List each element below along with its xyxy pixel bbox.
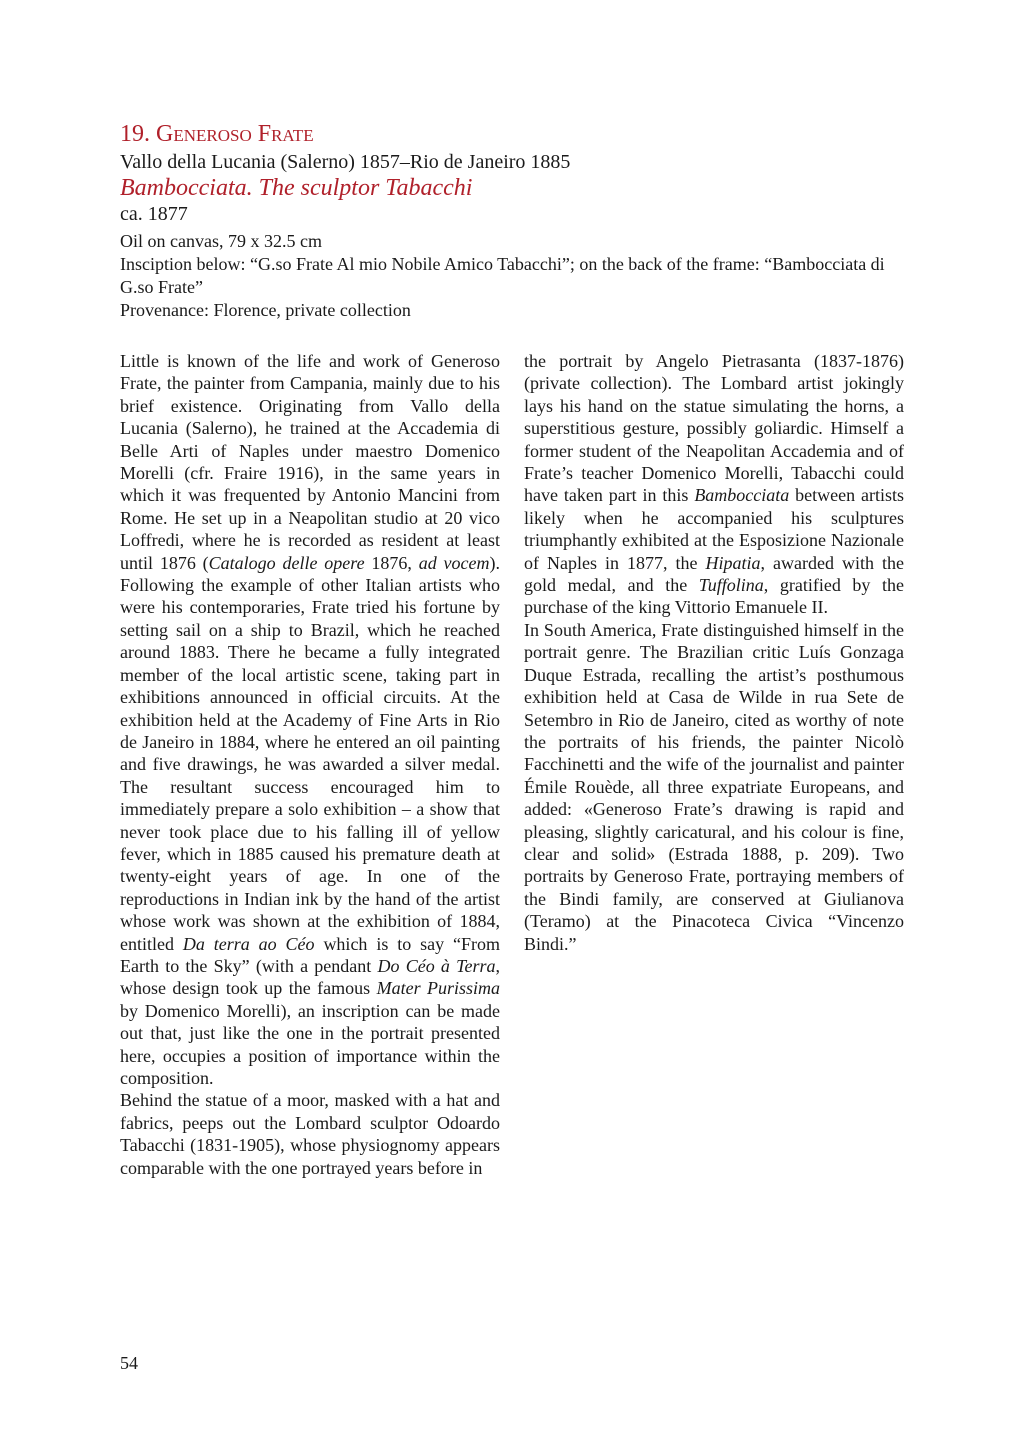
artwork-medium: Oil on canvas, 79 x 32.5 cm [120, 231, 322, 251]
entry-title [120, 120, 910, 148]
italic-run: Do Céo à Terra [377, 955, 496, 976]
text-run: 1876, [364, 552, 419, 573]
paragraph-painting-start [120, 1089, 500, 1179]
page-number: 54 [120, 1353, 138, 1373]
text-run: , gratified by the purchase of the king Vittorio Emanuele II. [524, 575, 904, 618]
artwork-inscription: Insciption below: “G.so Frate Al mio Nobile Amico Tabacchi”; on the back of the frame: “Bambocciata di G.so Frate” [120, 254, 885, 297]
text-column-right [524, 350, 904, 955]
text-run: which is to say “From Earth to the Sky” (with a pendant [120, 933, 500, 976]
italic-run: Hipatia [705, 552, 761, 573]
artwork-provenance: Provenance: Florence, private collection [120, 300, 411, 320]
text-run: by Domenico Morelli), an inscription can be made out that, just like the one in the portrait presented here, occupies a position of importance within the composition. [120, 1000, 500, 1088]
artist-birth-death: Vallo della Lucania (Salerno) 1857–Rio de Janeiro 1885 [120, 151, 571, 173]
italic-run: Catalogo delle opere [208, 552, 365, 573]
text-run: , awarded with the gold medal, and the [524, 552, 905, 596]
entry-header [120, 120, 910, 322]
text-run: ). Following the example of other Italian artists who were his contemporaries, Frate tried his fortune by setting sail on a ship to Brazil, which he reached around 1883. There he became a fully integrated member of the local artistic scene, taking part in exhibitions announced in official circuits. At the exhibition held at the Academy of Fine Arts in Rio de Janeiro in 1884, where he entered an oil painting and five drawings, he was awarded a silver medal. The resultant success encouraged him to immediately prepare a solo exhibition – a show that never took place due to his falling ill of yellow fever, which in 1885 caused his premature death at twenty-eight years of age. In one of the reproductions in Indian ink by the hand of the artist whose work was shown at the exhibition of 1884, entitled [120, 552, 501, 954]
italic-run: ad vocem [418, 552, 490, 573]
text-run: between artists likely when he accompanied his sculptures triumphantly exhibited at the Esposizione Nazionale of Naples in 1877, the [524, 485, 905, 573]
text-run: Little is known of the life and work of Generoso Frate, the painter from Campania, mainly due to his brief existence. Originating from Vallo della Lucania (Salerno), he trained at the Accademia di Belle Arti of Naples under maestro Domenico Morelli (cfr. Fraire 1916), in the same years in which it was frequented by Antonio Mancini from Rome. He set up in a Neapolitan studio at 20 vico Loffredi, where he is recorded as resident at least until 1876 ( [120, 351, 500, 573]
paragraph-south-america: In South America, Frate distinguished himself in the portrait genre. The Brazilian critic Luís Gonzaga Duque Estrada, recalling the artist’s posthumous exhibition held at Casa de Wilde in rua Sete de Setembro in Rio de Janeiro, cited as worthy of note the portraits of his friends, the painter Nicolò Facchinetti and the wife of the journalist and painter Émile Rouède, all three expatriate Europeans, and added: «Generoso Frate’s drawing is rapid and pleasing, slightly caricatural, and his colour is fine, clear and solid» (Estrada 1888, p. 209). Two portraits by Generoso Frate, portraying members of the Bindi family, are conserved at Giulianova (Teramo) at the Pinacoteca Civica “Vincenzo Bindi.” [524, 619, 904, 954]
italic-run: Mater Purissima [376, 978, 501, 999]
italic-run: Da terra ao Céo [182, 933, 315, 954]
artwork-date: ca. 1877 [120, 203, 188, 225]
text-run: the portrait by Angelo Pietrasanta (1837-1876) (private collection). The Lombard artist jokingly lays his hand on the statue simulating the horns, a superstitious gesture, possibly goliardic. Himself a former student of the Neapolitan Accademia and of Frate’s teacher Domenico Morelli, Tabacchi could have taken part in this [524, 351, 904, 506]
paragraph-biography [120, 350, 500, 1089]
paragraph-painting-continued [524, 350, 904, 619]
artwork-title: Bambocciata. The sculptor Tabacchi [120, 175, 473, 201]
text-run: Behind the statue of a moor, masked with a hat and fabrics, peeps out the Lombard sculptor Odoardo Tabacchi (1831-1905), whose physiognomy appears comparable with the one portrayed years before in [120, 1090, 500, 1178]
entry-number: 19. [120, 121, 150, 147]
italic-run: Tuffolina [698, 575, 764, 596]
artist-name: Generoso Frate [156, 121, 314, 147]
text-run: , whose design took up the famous [120, 955, 500, 999]
italic-run: Bambocciata [694, 485, 790, 506]
text-column-left [120, 350, 500, 1179]
